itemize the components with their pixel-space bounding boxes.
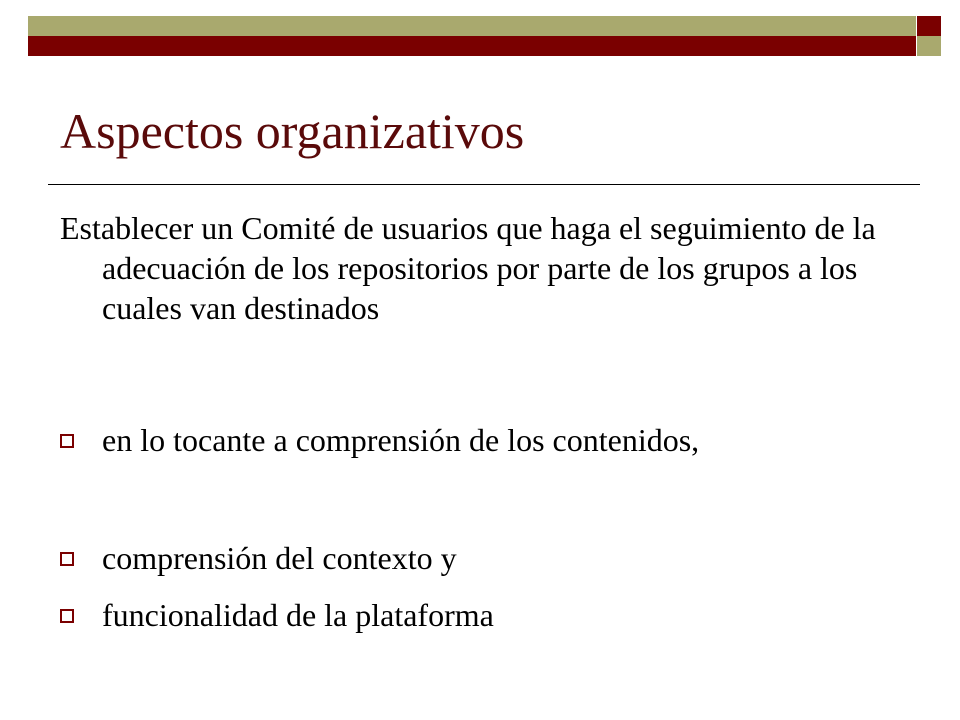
bullet-item — [60, 595, 900, 635]
bullet-text: comprensión del contexto y — [102, 540, 457, 576]
hollow-square-icon — [60, 552, 74, 566]
hollow-square-icon — [60, 434, 74, 448]
slide-title: Aspectos organizativos — [60, 103, 525, 159]
bullet-text: en lo tocante a comprensión de los contenidos, — [102, 422, 700, 458]
bullet-text: funcionalidad de la plataforma — [102, 597, 494, 633]
corner-square-olive — [917, 36, 941, 56]
title-divider — [48, 184, 920, 185]
bullet-item — [60, 420, 900, 460]
corner-square-maroon — [917, 16, 941, 36]
header-bar-olive — [28, 16, 916, 36]
main-paragraph: Establecer un Comité de usuarios que haga el seguimiento de la adecuación de los repositorios por parte de los grupos a los cuales van destinados — [60, 210, 876, 326]
bullet-item — [60, 538, 900, 578]
hollow-square-icon — [60, 609, 74, 623]
header-bar-maroon — [28, 36, 916, 56]
